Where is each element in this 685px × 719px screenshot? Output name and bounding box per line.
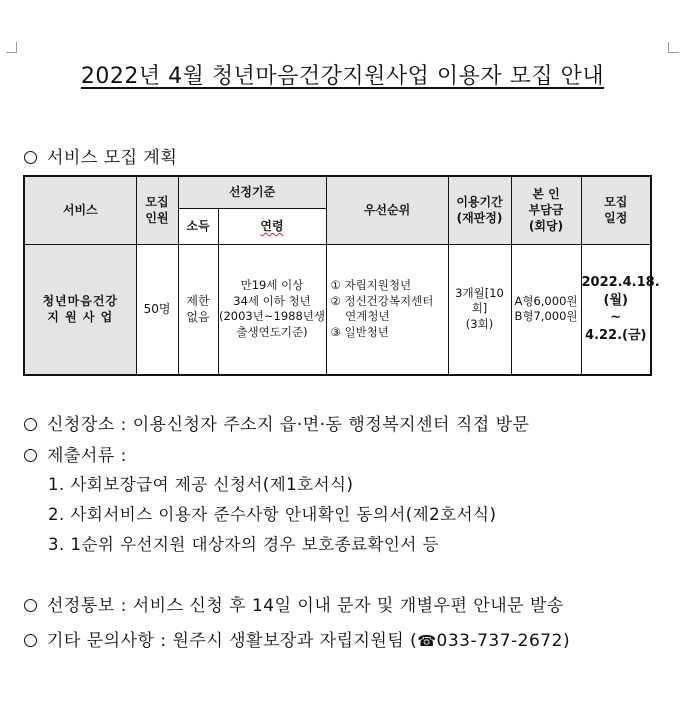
cell-schedule: 2022.4.18.(월) ~ 4.22.(금) [581,244,651,375]
section-apply-place: 신청장소 : 이용신청자 주소지 읍·면·동 행정복지센터 직접 방문 [24,410,529,435]
cell-income: 제한 없음 [178,244,218,375]
header-criteria: 선정기준 [178,176,326,208]
cell-copay: A형6,000원 B형7,000원 [511,244,581,375]
header-period: 이용기간 (재판정) [448,176,511,244]
circle-bullet-icon [24,418,37,431]
cell-service: 청년마음건강 지 원 사 업 [24,244,136,375]
section-documents: 제출서류 : [24,441,127,466]
circle-bullet-icon [24,449,37,462]
priority-item: ① 자립지원청년 [330,278,412,293]
header-priority: 우선순위 [326,176,448,244]
priority-item: ③ 일반청년 [330,324,389,339]
circle-bullet-icon [24,634,37,647]
contact-phone: 033-737-2672 [436,631,563,651]
cell-priority [326,244,448,375]
page-corner-mark [6,42,17,53]
cell-period: 3개월[10회] (3회) [448,244,511,375]
header-schedule: 모집 일정 [581,176,651,244]
circle-bullet-icon [24,599,37,612]
header-age: 연령 [218,208,326,244]
circle-bullet-icon [24,151,37,164]
section-selection-notice: 선정통보 : 서비스 신청 후 14일 이내 문자 및 개별우편 안내문 발송 [24,591,564,616]
header-copay: 본 인 부담금 (회당) [511,176,581,244]
document-item: 1. 사회보장급여 제공 신청서(제1호서식) [48,475,354,494]
priority-item: ② 정신건강복지센터 [330,293,434,308]
priority-item: 연계청년 [330,309,390,324]
page-corner-mark [668,42,679,53]
section-contact: 기타 문의사항 : 원주시 생활보장과 자립지원팀 (☎033-737-2672) [24,626,570,651]
header-income: 소득 [178,208,218,244]
cell-age: 만19세 이상 34세 이하 청년 (2003년~1988년생 출생연도기준) [218,244,326,375]
page-title: 2022년 4월 청년마음건강지원사업 이용자 모집 안내 [80,64,605,89]
service-recruit-table [23,175,660,376]
phone-icon: ☎ [417,632,437,650]
section-service-plan: 서비스 모집 계획 [24,143,177,168]
header-capacity: 모집 인원 [136,176,178,244]
header-service: 서비스 [24,176,136,244]
document-item: 3. 1순위 우선지원 대상자의 경우 보호종료확인서 등 [48,535,439,554]
cell-capacity: 50명 [136,244,178,375]
document-item: 2. 사회서비스 이용자 준수사항 안내확인 동의서(제2호서식) [48,505,497,524]
